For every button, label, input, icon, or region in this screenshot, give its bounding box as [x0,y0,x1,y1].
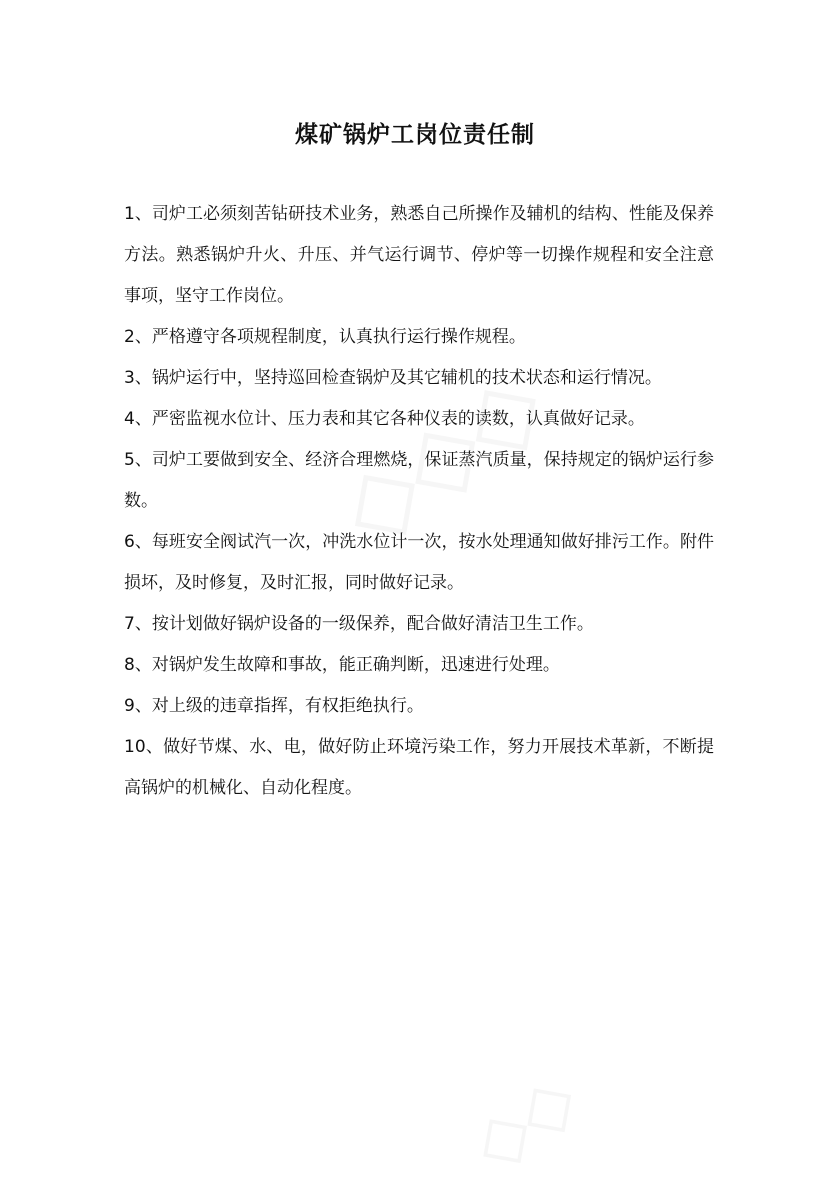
paragraph-8: 8、对锅炉发生故障和事故，能正确判断，迅速进行处理。 [124,655,560,675]
paragraph-2: 2、严格遵守各项规程制度，认真执行运行操作规程。 [124,327,526,347]
paragraph-10: 10、做好节煤、水、电，做好防止环境污染工作，努力开展技术革新，不断提高锅炉的机械化、自动化程度。 [124,737,714,798]
paragraph-5: 5、司炉工要做到安全、经济合理燃烧，保证蒸汽质量，保持规定的锅炉运行参数。 [124,450,714,511]
paragraph-6: 6、每班安全阀试汽一次，冲洗水位计一次，按水处理通知做好排污工作。附件损坏，及时修复，及时汇报，同时做好记录。 [124,532,714,593]
paragraph-9: 9、对上级的违章指挥，有权拒绝执行。 [124,696,424,716]
watermark-icon [456,1057,591,1185]
paragraph-3: 3、锅炉运行中，坚持巡回检查锅炉及其它辅机的技术状态和运行情况。 [124,368,662,388]
document-title: 煤矿锅炉工岗位责任制 [295,122,535,148]
paragraph-4: 4、严密监视水位计、压力表和其它各种仪表的读数，认真做好记录。 [124,409,645,429]
document-body [124,194,714,809]
paragraph-7: 7、按计划做好锅炉设备的一级保养，配合做好清洁卫生工作。 [124,614,594,634]
paragraph-1: 1、司炉工必须刻苦钻研技术业务，熟悉自己所操作及辅机的结构、性能及保养方法。熟悉锅炉升火、升压、并气运行调节、停炉等一切操作规程和安全注意事项，坚守工作岗位。 [124,204,714,306]
